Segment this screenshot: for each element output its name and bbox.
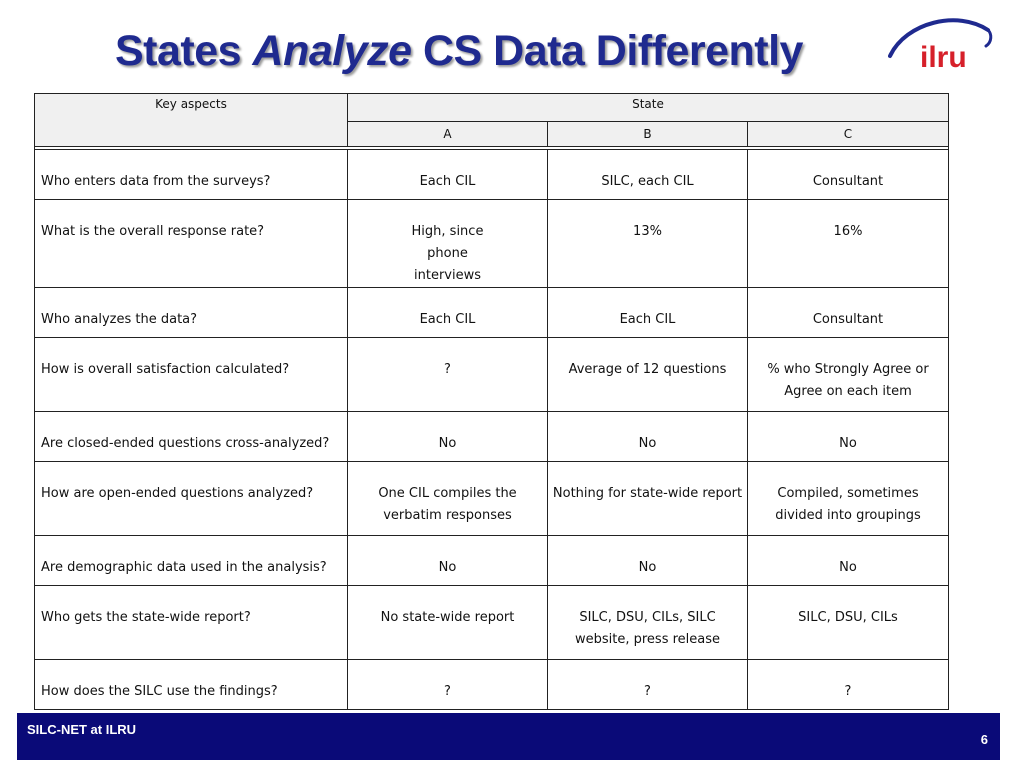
cell-text: % who Strongly Agree or Agree on each item xyxy=(767,362,929,399)
logo-swoosh-tail xyxy=(986,30,991,46)
row-question: Who analyzes the data? xyxy=(35,288,348,338)
cell-state-b xyxy=(548,586,748,660)
cell-state-a: Each CIL xyxy=(348,150,548,200)
cell-state-a: No xyxy=(348,536,548,586)
cell-text: Compiled, sometimes divided into groupings xyxy=(775,486,921,523)
cell-text: High, since phone interviews xyxy=(411,224,484,283)
cell-state-c xyxy=(748,462,949,536)
cell-state-c: SILC, DSU, CILs xyxy=(748,586,949,660)
row-question: Who gets the state-wide report? xyxy=(35,586,348,660)
cell-text: One CIL compiles the verbatim responses xyxy=(378,486,517,523)
cell-state-b: Average of 12 questions xyxy=(548,338,748,412)
header-state-b: B xyxy=(548,122,748,147)
row-question: Who enters data from the surveys? xyxy=(35,150,348,200)
footer-label: SILC-NET at ILRU xyxy=(27,722,137,737)
row-question: How is overall satisfaction calculated? xyxy=(35,338,348,412)
cell-state-b: 13% xyxy=(548,200,748,288)
cell-state-b: SILC, each CIL xyxy=(548,150,748,200)
table-row xyxy=(35,586,949,660)
table-row xyxy=(35,412,949,462)
cell-state-a: ? xyxy=(348,660,548,710)
cell-state-b: Nothing for state-wide report xyxy=(548,462,748,536)
title-text-2: CS Data Differently xyxy=(411,27,803,75)
page-number: 6 xyxy=(980,732,988,747)
table-row xyxy=(35,536,949,586)
row-question: How are open-ended questions analyzed? xyxy=(35,462,348,536)
row-question: Are closed-ended questions cross-analyzed? xyxy=(35,412,348,462)
cell-text: SILC, DSU, CILs, SILC website, press release xyxy=(574,610,721,647)
table-row xyxy=(35,660,949,710)
cell-state-b: ? xyxy=(548,660,748,710)
cell-state-c: 16% xyxy=(748,200,949,288)
cell-state-c xyxy=(748,338,949,412)
cell-state-a xyxy=(348,200,548,288)
cell-state-a: ? xyxy=(348,338,548,412)
cell-state-b: No xyxy=(548,412,748,462)
table-row xyxy=(35,338,949,412)
header-key-aspects: Key aspects xyxy=(35,94,348,147)
row-question: What is the overall response rate? xyxy=(35,200,348,288)
table-row xyxy=(35,200,949,288)
cell-state-a xyxy=(348,462,548,536)
header-state-a: A xyxy=(348,122,548,147)
cell-state-c: Consultant xyxy=(748,150,949,200)
title-text-emphasis: Analyze xyxy=(252,27,412,75)
slide-title xyxy=(115,27,875,87)
title-text-1: States xyxy=(115,27,253,75)
comparison-table xyxy=(34,93,949,710)
cell-state-a: No xyxy=(348,412,548,462)
cell-state-b: No xyxy=(548,536,748,586)
row-question: Are demographic data used in the analysis? xyxy=(35,536,348,586)
table-row xyxy=(35,288,949,338)
cell-state-c: Consultant xyxy=(748,288,949,338)
header-state: State xyxy=(348,94,949,122)
cell-state-b: Each CIL xyxy=(548,288,748,338)
cell-state-a: Each CIL xyxy=(348,288,548,338)
cell-state-c: No xyxy=(748,536,949,586)
table-row xyxy=(35,150,949,200)
table-row xyxy=(35,462,949,536)
cell-state-c: ? xyxy=(748,660,949,710)
ilru-logo xyxy=(888,12,998,82)
header-state-c: C xyxy=(748,122,949,147)
cell-state-a: No state-wide report xyxy=(348,586,548,660)
footer-bar xyxy=(17,713,1000,760)
row-question: How does the SILC use the findings? xyxy=(35,660,348,710)
cell-state-c: No xyxy=(748,412,949,462)
logo-text: ilru xyxy=(920,41,967,74)
